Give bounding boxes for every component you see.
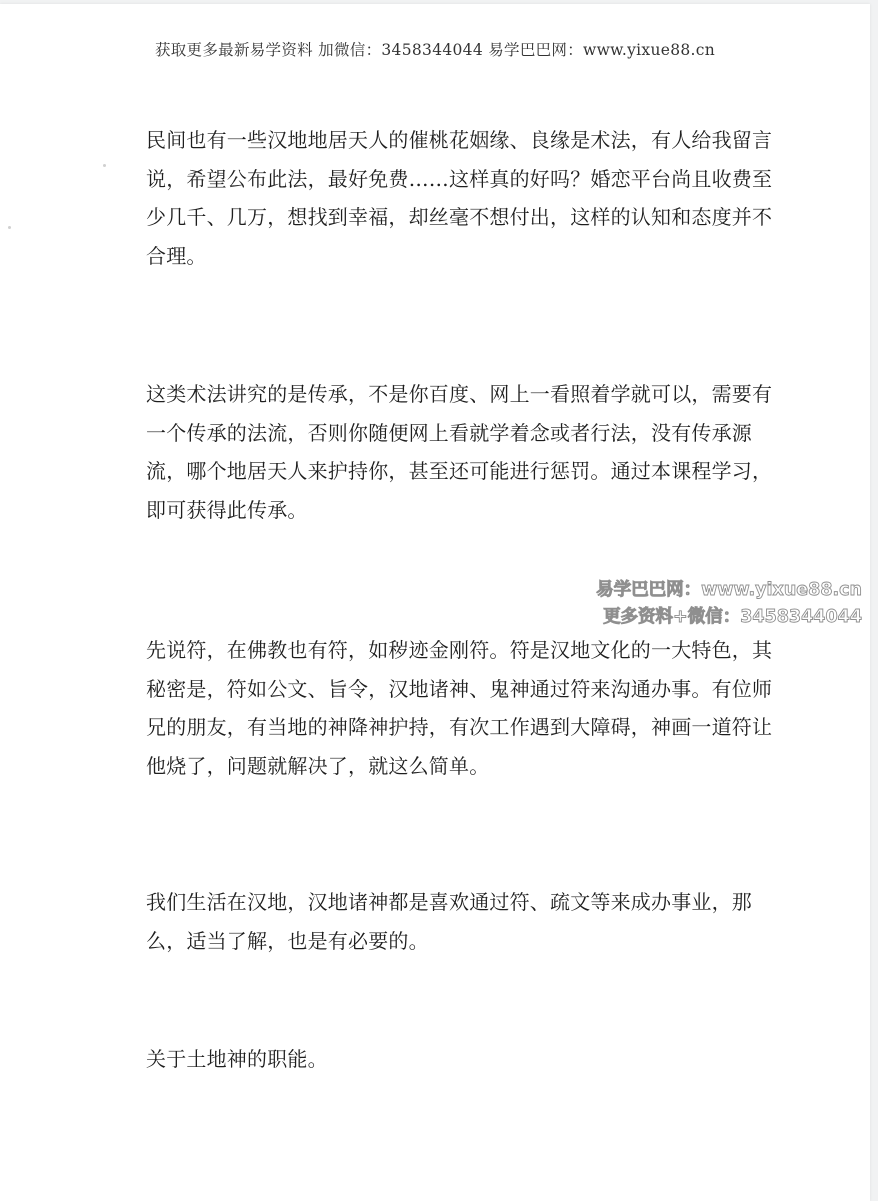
paragraph-2: 这类术法讲究的是传承，不是你百度、网上一看照着学就可以，需要有一个传承的法流，否则你随便网上看就学着念或者行法，没有传承源流，哪个地居天人来护持你，甚至还可能进行惩罚。通过本课程学习，即可获得此传承。 xyxy=(146,382,773,522)
watermark-line-1: 易学巴巴网：www.yixue88.cn xyxy=(596,580,862,600)
document-page xyxy=(0,4,870,1201)
paragraph-5: 关于土地神的职能。 xyxy=(146,1047,328,1071)
paragraph-4: 我们生活在汉地，汉地诸神都是喜欢通过符、疏文等来成办事业，那么，适当了解，也是有必要的。 xyxy=(146,890,752,953)
header-text: 获取更多最新易学资料 加微信：3458344044 易学巴巴网：www.yixue88.cn xyxy=(154,41,716,59)
watermark xyxy=(596,577,862,631)
paragraph-3: 先说符，在佛教也有符，如秽迹金刚符。符是汉地文化的一大特色，其秘密是，符如公文、旨令，汉地诸神、鬼神通过符来沟通办事。有位师兄的朋友，有当地的神降神护持，有次工作遇到大障碍，神画一道符让他烧了，问题就解决了，就这么简单。 xyxy=(146,638,773,778)
scan-speck xyxy=(8,226,11,229)
scan-speck xyxy=(103,164,106,167)
paragraph-1: 民间也有一些汉地地居天人的催桃花姻缘、良缘是术法，有人给我留言说，希望公布此法，最好免费……这样真的好吗？婚恋平台尚且收费至少几千、几万，想找到幸福，却丝毫不想付出，这样的认知和态度并不合理。 xyxy=(146,128,773,268)
watermark-line-2: 更多资料+微信：3458344044 xyxy=(603,607,862,627)
